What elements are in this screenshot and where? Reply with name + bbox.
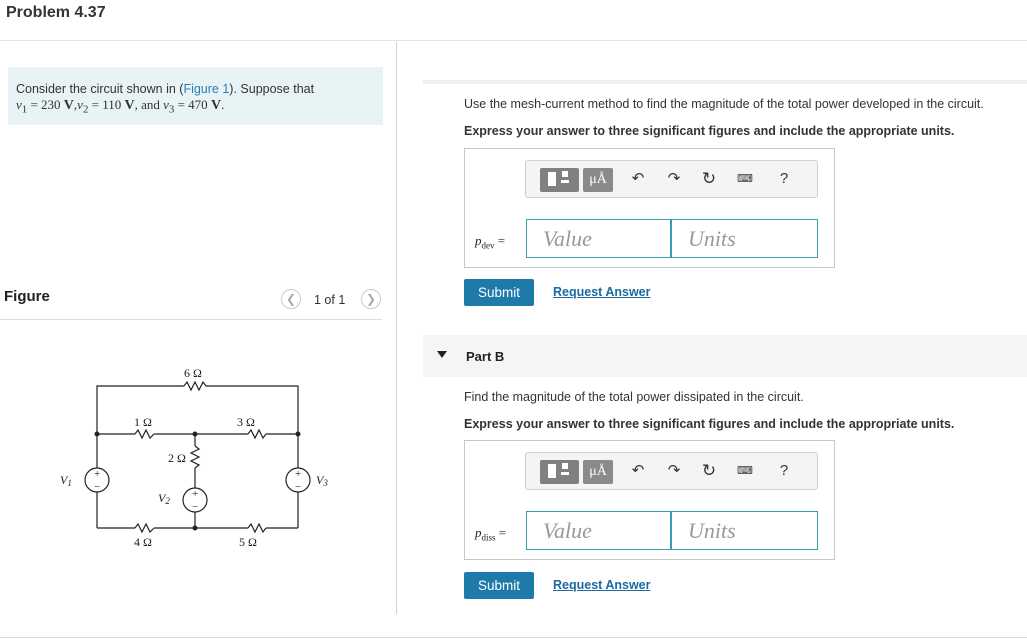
column-divider: [396, 42, 397, 614]
part-a-answer-box: [464, 148, 835, 268]
r5-label: 5 Ω: [239, 535, 257, 549]
part-b-submit-button[interactable]: Submit: [464, 572, 534, 599]
keyboard-icon[interactable]: ⌨: [737, 173, 753, 185]
part-a-request-answer-link[interactable]: Request Answer: [553, 285, 651, 299]
r3-label: 3 Ω: [237, 415, 255, 429]
chevron-right-icon: ❯: [365, 292, 377, 306]
keyboard-icon[interactable]: ⌨: [737, 465, 753, 477]
figure-divider: [0, 319, 382, 320]
svg-text:−: −: [94, 481, 101, 493]
svg-text:+: +: [192, 488, 199, 500]
svg-text:+: +: [94, 468, 101, 480]
circuit-diagram: [48, 360, 348, 560]
footer-divider: [0, 637, 1027, 638]
units-input[interactable]: Units: [671, 511, 818, 550]
redo-icon[interactable]: ↷: [667, 170, 681, 187]
svg-text:−: −: [192, 501, 199, 513]
v3-label: V3: [316, 473, 328, 488]
svg-text:−: −: [295, 481, 302, 493]
problem-intro: [8, 67, 383, 125]
r6-label: 6 Ω: [184, 366, 202, 380]
v2-label: V2: [158, 491, 170, 506]
part-b-toolbar: [525, 452, 818, 490]
help-icon[interactable]: ?: [779, 170, 789, 187]
chevron-left-icon: ❮: [285, 292, 297, 306]
templates-icon[interactable]: [540, 460, 579, 484]
part-a-toolbar: [525, 160, 818, 198]
r2-label: 2 Ω: [168, 451, 186, 465]
value-input[interactable]: Value: [526, 219, 671, 258]
header-divider: [0, 40, 1027, 41]
part-a-submit-button[interactable]: Submit: [464, 279, 534, 306]
reset-icon[interactable]: ↻: [701, 169, 717, 188]
intro-prefix: Consider the circuit shown in (: [16, 82, 184, 96]
units-icon[interactable]: μÅ: [583, 460, 613, 484]
p-diss-label: $p_{diss}$ =: [475, 525, 507, 543]
given-values: $v_1 = 230$ $V,v_2 = 110$ V, and $v_3 = 470$ V.: [16, 97, 225, 116]
figure-link[interactable]: Figure 1: [183, 82, 230, 96]
value-input[interactable]: Value: [526, 511, 671, 550]
templates-icon[interactable]: [540, 168, 579, 192]
next-figure-button[interactable]: [361, 289, 381, 309]
part-a-band: [423, 80, 1027, 84]
units-icon[interactable]: μÅ: [583, 168, 613, 192]
v1-label: V1: [60, 473, 72, 488]
part-b-title[interactable]: Part B: [466, 349, 505, 364]
svg-text:+: +: [295, 468, 302, 480]
part-b-header[interactable]: [423, 335, 1027, 377]
figure-counter: 1 of 1: [314, 293, 346, 307]
figure-heading: Figure: [4, 288, 50, 305]
part-b-answer-box: [464, 440, 835, 560]
redo-icon[interactable]: ↷: [667, 462, 681, 479]
undo-icon[interactable]: ↶: [631, 170, 645, 187]
undo-icon[interactable]: ↶: [631, 462, 645, 479]
prev-figure-button[interactable]: [281, 289, 301, 309]
r4-label: 4 Ω: [134, 535, 152, 549]
caret-down-icon[interactable]: [437, 351, 447, 358]
page-title: Problem 4.37: [6, 4, 106, 21]
part-b-instruction: Express your answer to three significant figures and include the appropriate units.: [464, 417, 955, 431]
reset-icon[interactable]: ↻: [701, 461, 717, 480]
help-icon[interactable]: ?: [779, 462, 789, 479]
intro-suffix: ). Suppose that: [229, 82, 315, 96]
r1-label: 1 Ω: [134, 415, 152, 429]
part-a-instruction: Express your answer to three significant figures and include the appropriate units.: [464, 124, 955, 138]
part-b-request-answer-link[interactable]: Request Answer: [553, 578, 651, 592]
units-input[interactable]: Units: [671, 219, 818, 258]
p-dev-label: $p_{dev}$ =: [475, 233, 506, 251]
part-b-question: Find the magnitude of the total power dissipated in the circuit.: [464, 390, 804, 404]
part-a-question: Use the mesh-current method to find the magnitude of the total power developed in the circuit.: [464, 97, 984, 111]
